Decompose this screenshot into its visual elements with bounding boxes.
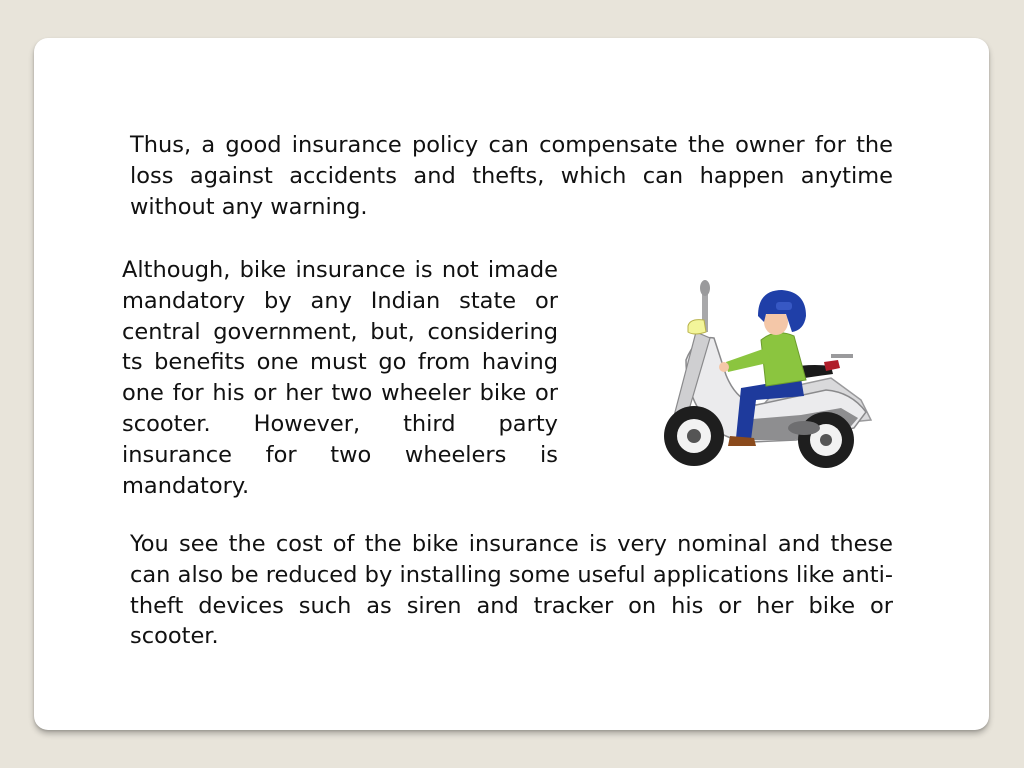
- slide-card: [34, 38, 989, 730]
- scooter-rider-icon: [626, 250, 876, 480]
- paragraph-insurance-mandatory: Although, bike insurance is not imade mandatory by any Indian state or central government, but, considering ts benefits one must go from having one for his or her two wheeler bike or scooter. However, third party insurance for two wheelers is mandatory.: [122, 257, 558, 499]
- paragraph-insurance-cost: You see the cost of the bike insurance is very nominal and these can also be reduced by installing some useful applications like anti-theft devices such as siren and tracker on his or her bike or scooter.: [130, 531, 893, 650]
- paragraph-insurance-compensation: Thus, a good insurance policy can compensate the owner for the loss against accidents and thefts, which can happen anytime without any warning.: [130, 132, 893, 220]
